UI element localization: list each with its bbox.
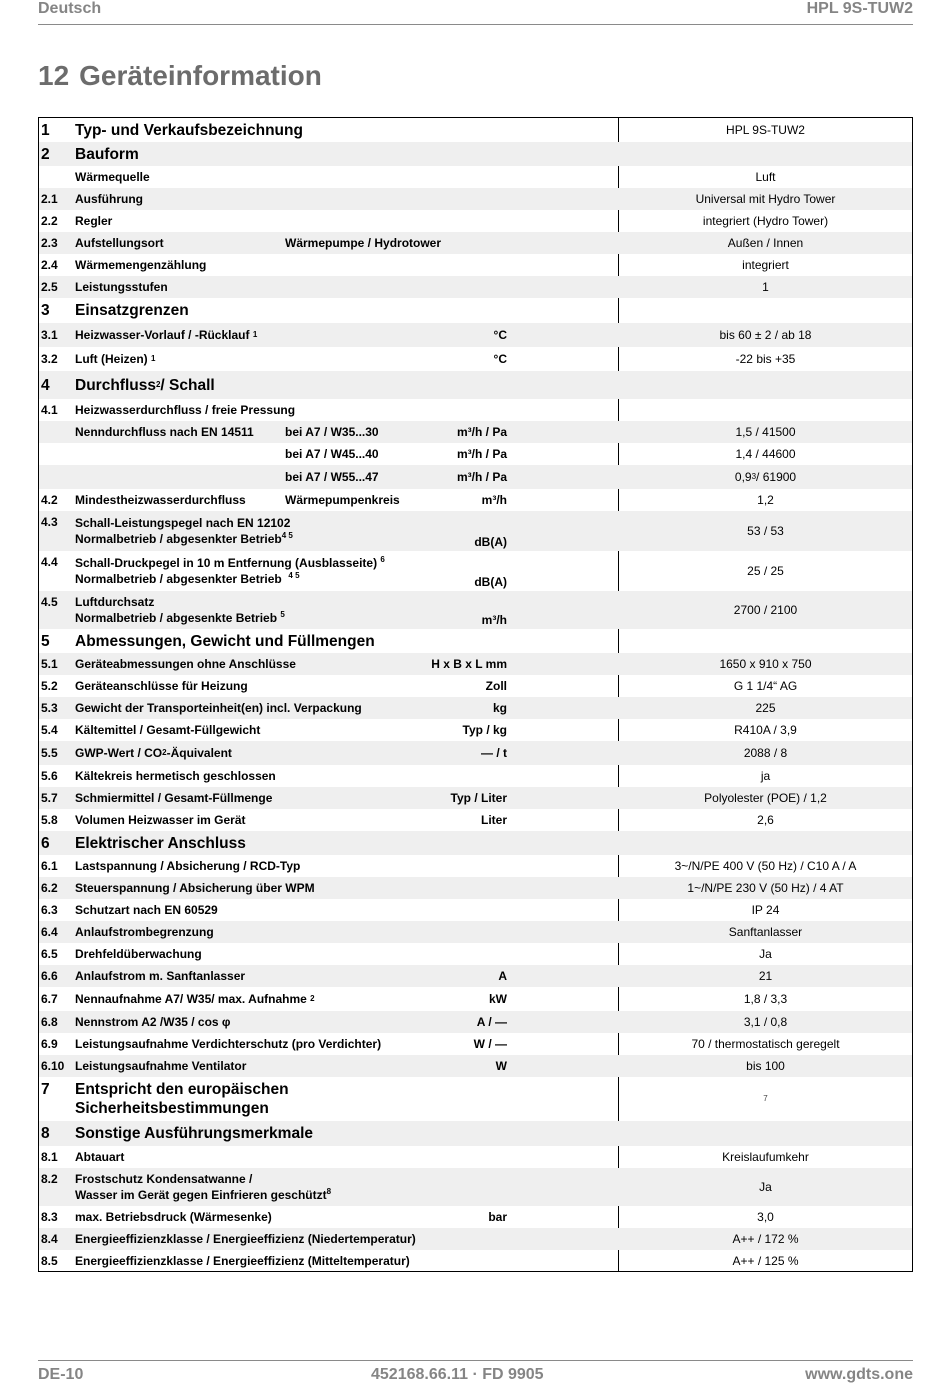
row-unit: W / — [473, 1037, 507, 1051]
table-row [39, 1011, 912, 1033]
row-value: 3,0 [757, 1210, 774, 1224]
row-label: Wärmemengenzählung [75, 258, 207, 272]
row-value: bis 60 ± 2 / ab 18 [719, 328, 812, 342]
table-row [39, 1077, 912, 1121]
row-number: 8.2 [41, 1172, 58, 1186]
row-number: 4.5 [41, 595, 58, 609]
row-label: Typ- und Verkaufsbezeichnung [75, 121, 303, 139]
table-row [39, 399, 912, 421]
table-row [39, 298, 912, 323]
row-value: 25 / 25 [747, 564, 784, 578]
row-value: 3,1 / 0,8 [743, 1015, 788, 1029]
row-number: 6 [41, 834, 50, 852]
table-row [39, 421, 912, 443]
row-label: Schmiermittel / Gesamt-Füllmenge [75, 791, 273, 805]
header-language: Deutsch [38, 0, 102, 17]
row-value: 53 / 53 [747, 524, 784, 538]
row-value: integriert [742, 258, 789, 272]
row-label: Ausführung [75, 192, 143, 206]
table-row [39, 166, 912, 188]
row-number: 6.5 [41, 947, 58, 961]
row-label: Aufstellungsort [75, 236, 164, 250]
row-label: Anlaufstrom m. Sanftanlasser [75, 969, 246, 983]
row-label: Sonstige Ausführungsmerkmale [75, 1125, 314, 1142]
header-model: HPL 9S-TUW2 [806, 0, 913, 17]
row-unit: W [495, 1059, 507, 1073]
footer-website-link[interactable]: www.gdts.one [805, 1366, 913, 1383]
row-number: 5.5 [41, 746, 58, 760]
row-number: 6.4 [41, 925, 58, 939]
row-number: 3 [41, 302, 50, 319]
row-label: Abtauart [75, 1150, 125, 1164]
row-number: 7 [41, 1081, 50, 1098]
table-row [39, 347, 912, 371]
row-value: Ja [759, 1180, 772, 1194]
row-label: Heizwasser-Vorlauf / -Rücklauf 1 [75, 328, 258, 342]
row-number: 6.2 [41, 881, 58, 895]
row-value: G 1 1/4“ AG [733, 679, 798, 693]
row-number: 8 [41, 1125, 50, 1142]
table-row [39, 1228, 912, 1250]
row-value: ja [760, 769, 771, 783]
row-value: bis 100 [746, 1059, 785, 1073]
row-unit: kW [489, 992, 507, 1006]
row-value: Luft [755, 170, 776, 184]
row-label: Einsatzgrenzen [75, 302, 189, 319]
row-label: Leistungsaufnahme Verdichterschutz (pro Verdichter) [75, 1037, 382, 1051]
table-row [39, 371, 912, 399]
row-number: 6.10 [41, 1059, 65, 1073]
row-unit: m³/h / Pa [456, 425, 507, 439]
row-number: 5 [41, 632, 50, 650]
table-row [39, 787, 912, 809]
row-number: 5.1 [41, 657, 58, 671]
footer-page-number: DE-10 [38, 1366, 84, 1383]
table-row [39, 1168, 912, 1206]
row-value: 1,5 / 41500 [735, 425, 796, 439]
row-label: Anlaufstrombegrenzung [75, 925, 214, 939]
row-number: 6.3 [41, 903, 58, 917]
table-row [39, 551, 912, 591]
row-value: 21 [758, 969, 773, 983]
row-number: 4.2 [41, 493, 58, 507]
row-label: Nennstrom A2 /W35 / cos φ [75, 1015, 231, 1029]
row-unit: bar [488, 1210, 507, 1224]
table-row [39, 276, 912, 298]
section-title: Geräteinformation [79, 60, 322, 91]
row-unit: °C [493, 328, 507, 342]
row-number: 6.8 [41, 1015, 58, 1029]
table-row [39, 987, 912, 1011]
row-label: Lastspannung / Absicherung / RCD-Typ [75, 859, 301, 873]
row-unit: A [498, 969, 507, 983]
row-label: Volumen Heizwasser im Gerät [75, 813, 246, 827]
table-row [39, 1121, 912, 1146]
table-row [39, 1250, 912, 1272]
table-row [39, 1146, 912, 1168]
footer-document-number: 452168.66.11 · FD 9905 [371, 1366, 544, 1383]
row-unit: — / t [481, 746, 507, 760]
row-number: 3.2 [41, 352, 58, 366]
row-number: 6.1 [41, 859, 58, 873]
row-label: Gewicht der Transporteinheit(en) incl. Verpackung [75, 701, 362, 715]
row-value: Kreislaufumkehr [722, 1150, 809, 1164]
section-number: 12 [38, 60, 70, 91]
table-row [39, 232, 912, 254]
row-label: Mindestheizwasserdurchfluss [75, 493, 246, 507]
table-row [39, 1055, 912, 1077]
row-label: GWP-Wert / CO 2 -Äquivalent [75, 746, 232, 760]
row-number: 8.1 [41, 1150, 58, 1164]
table-row [39, 719, 912, 741]
table-row [39, 765, 912, 787]
row-unit: m³/h [481, 613, 507, 627]
row-value: R410A / 3,9 [734, 723, 797, 737]
table-row [39, 855, 912, 877]
device-info-table [38, 117, 913, 1272]
table-row [39, 675, 912, 697]
table-row [39, 118, 912, 142]
table-row [39, 489, 912, 511]
row-value: integriert (Hydro Tower) [702, 214, 829, 228]
row-unit: °C [493, 352, 507, 366]
table-row [39, 877, 912, 899]
row-sublabel: bei A7 / W35...30 [285, 425, 379, 439]
row-label: Leistungsaufnahme Ventilator [75, 1059, 247, 1073]
table-row [39, 1033, 912, 1055]
row-label: Durchfluss 2 / Schall [75, 376, 215, 394]
table-row [39, 629, 912, 653]
row-value: 1~/N/PE 230 V (50 Hz) / 4 AT [687, 881, 844, 895]
row-label: Schutzart nach EN 60529 [75, 903, 218, 917]
row-number: 3.1 [41, 328, 58, 342]
row-number: 5.8 [41, 813, 58, 827]
row-number: 6.6 [41, 969, 58, 983]
table-row [39, 809, 912, 831]
row-value: Ja [759, 947, 772, 961]
table-row [39, 465, 912, 489]
row-label: Drehfeldüberwachung [75, 947, 202, 961]
row-label: Elektrischer Anschluss [75, 834, 246, 852]
row-unit: H x B x L mm [431, 657, 507, 671]
row-value: IP 24 [751, 903, 780, 917]
table-row [39, 899, 912, 921]
row-number: 2 [41, 145, 50, 163]
row-unit: m³/h / Pa [456, 470, 507, 484]
page-title [38, 60, 322, 92]
row-label: Bauform [75, 145, 139, 163]
table-row [39, 831, 912, 855]
row-value: 3~/N/PE 400 V (50 Hz) / C10 A / A [674, 859, 857, 873]
row-label: max. Betriebsdruck (Wärmesenke) [75, 1210, 272, 1224]
row-number: 1 [41, 121, 50, 139]
row-value: Außen / Innen [727, 236, 804, 250]
table-row [39, 943, 912, 965]
row-sublabel: bei A7 / W55...47 [285, 470, 379, 484]
table-row [39, 188, 912, 210]
page-header [38, 0, 913, 25]
row-label: Steuerspannung / Absicherung über WPM [75, 881, 315, 895]
table-row [39, 254, 912, 276]
row-number: 2.3 [41, 236, 58, 250]
row-value: 1,8 / 3,3 [743, 992, 788, 1006]
row-label: Energieeffizienzklasse / Energieeffizienz (Mitteltemperatur) [75, 1254, 410, 1268]
row-label: Wärmequelle [75, 170, 150, 184]
row-label: Schall-Druckpegel in 10 m Entfernung (Ausblasseite) $^6$ Normalbetrieb / abgesenkter Betrieb $^{4 5}$ [75, 555, 385, 586]
row-value: 225 [755, 701, 776, 715]
row-unit: Typ / kg [462, 723, 507, 737]
row-unit: Liter [480, 813, 507, 827]
table-row [39, 323, 912, 347]
table-row [39, 697, 912, 719]
row-sublabel: Wärmepumpenkreis [285, 493, 400, 507]
table-row [39, 741, 912, 765]
row-label: Frostschutz Kondensatwanne / Wasser im Gerät gegen Einfrieren geschützt$^8$ [75, 1172, 332, 1202]
row-label: Energieeffizienzklasse / Energieeffizienz (Niedertemperatur) [75, 1232, 416, 1246]
row-value: 1,4 / 44600 [735, 447, 796, 461]
row-value: Polyolester (POE) / 1,2 [704, 791, 827, 805]
row-label: Nennaufnahme A7/ W35/ max. Aufnahme 2 [75, 992, 315, 1006]
row-value: A++ / 172 % [732, 1232, 799, 1246]
row-number: 4.3 [41, 515, 58, 529]
row-value: 7 [763, 1094, 768, 1103]
row-number: 5.7 [41, 791, 58, 805]
row-label: Geräteabmessungen ohne Anschlüsse [75, 657, 296, 671]
table-row [39, 142, 912, 166]
row-value: 0,9 3 / 61900 [734, 470, 797, 484]
row-number: 5.3 [41, 701, 58, 715]
page-footer [38, 1360, 913, 1386]
row-label: Regler [75, 214, 113, 228]
row-number: 8.3 [41, 1210, 58, 1224]
row-number: 2.5 [41, 280, 58, 294]
row-sublabel: bei A7 / W45...40 [285, 447, 379, 461]
row-unit: A / — [476, 1015, 507, 1029]
table-row [39, 1206, 912, 1228]
row-unit: m³/h [481, 493, 507, 507]
row-value: A++ / 125 % [732, 1254, 799, 1268]
table-row [39, 210, 912, 232]
row-number: 4 [41, 376, 50, 394]
table-row [39, 653, 912, 675]
row-number: 6.9 [41, 1037, 58, 1051]
table-row [39, 511, 912, 551]
row-value: 1650 x 910 x 750 [719, 657, 812, 671]
row-number: 2.1 [41, 192, 58, 206]
table-row [39, 443, 912, 465]
row-value: HPL 9S-TUW2 [726, 123, 805, 137]
row-number: 4.1 [41, 403, 58, 417]
row-number: 4.4 [41, 555, 58, 569]
row-unit: dB(A) [474, 575, 507, 589]
row-sublabel: Wärmepumpe / Hydrotower [285, 236, 442, 250]
row-label: Entspricht den europäischen Sicherheitsbestimmungen [75, 1081, 289, 1117]
row-label: Kältemittel / Gesamt-Füllgewicht [75, 723, 261, 737]
row-unit: kg [492, 701, 507, 715]
row-number: 8.4 [41, 1232, 58, 1246]
row-unit: Zoll [485, 679, 507, 693]
row-label: Geräteanschlüsse für Heizung [75, 679, 248, 693]
row-value: -22 bis +35 [735, 352, 796, 366]
row-value: 1 [762, 280, 769, 294]
row-label: Abmessungen, Gewicht und Füllmengen [75, 632, 375, 650]
row-label: Luftdurchsatz Normalbetrieb / abgesenkte Betrieb $^5$ [75, 595, 285, 625]
row-number: 5.6 [41, 769, 58, 783]
table-row [39, 965, 912, 987]
row-label: Kältekreis hermetisch geschlossen [75, 769, 276, 783]
row-label: Nenndurchfluss nach EN 14511 [75, 425, 254, 439]
row-number: 5.4 [41, 723, 58, 737]
table-row [39, 591, 912, 629]
row-value: Sanftanlasser [728, 925, 803, 939]
row-value: 1,2 [757, 493, 774, 507]
row-number: 2.2 [41, 214, 58, 228]
row-number: 5.2 [41, 679, 58, 693]
row-label: Leistungsstufen [75, 280, 168, 294]
row-label: Heizwasserdurchfluss / freie Pressung [75, 403, 296, 417]
row-number: 2.4 [41, 258, 58, 272]
row-unit: Typ / Liter [450, 791, 507, 805]
row-value: 2088 / 8 [743, 746, 788, 760]
row-number: 8.5 [41, 1254, 58, 1268]
row-value: 70 / thermostatisch geregelt [691, 1037, 840, 1051]
row-unit: m³/h / Pa [456, 447, 507, 461]
row-value: Universal mit Hydro Tower [695, 192, 836, 206]
row-number: 6.7 [41, 992, 58, 1006]
row-value: 2,6 [757, 813, 774, 827]
row-value: 2700 / 2100 [733, 603, 798, 617]
row-label: Schall-Leistungspegel nach EN 12102 Normalbetrieb / abgesenkter Betrieb$^{4 5}$ [75, 516, 293, 546]
row-label: Luft (Heizen) 1 [75, 352, 156, 366]
row-unit: dB(A) [474, 535, 507, 549]
table-row [39, 921, 912, 943]
